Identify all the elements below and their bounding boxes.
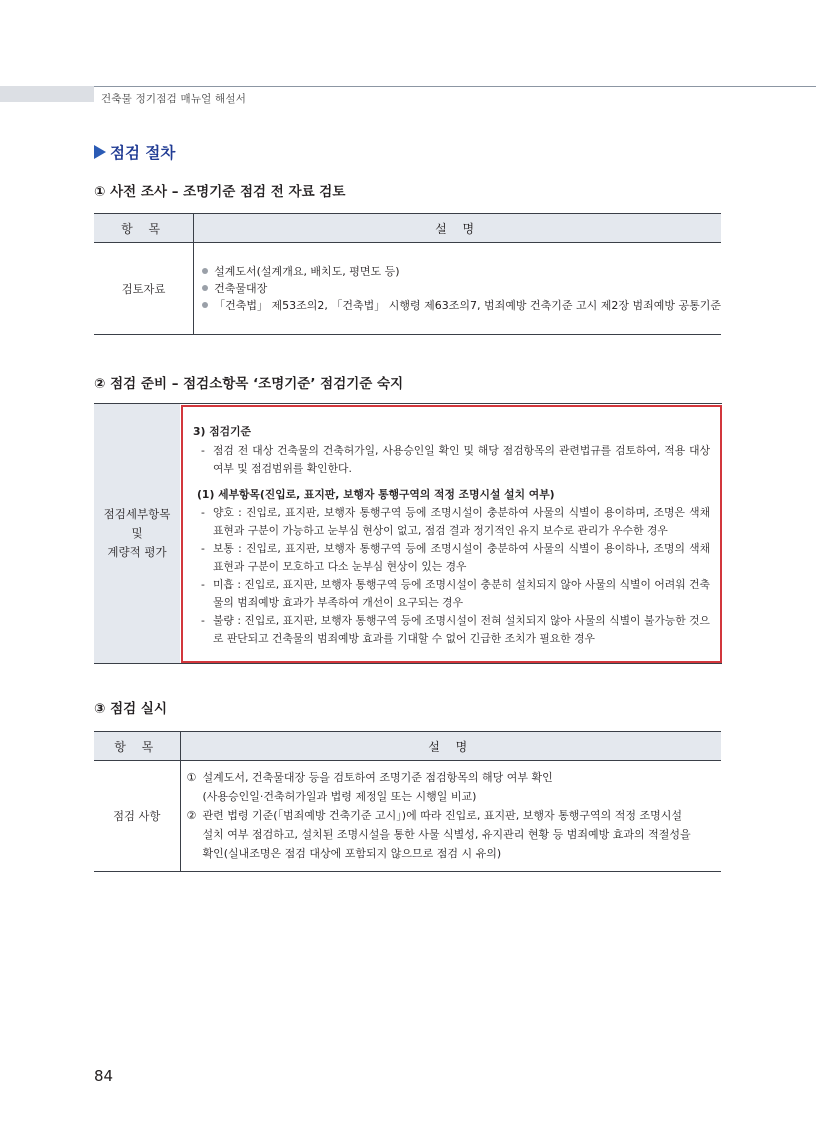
running-title: 건축물 정기점검 매뉴얼 해설서 (101, 93, 247, 105)
header-rule (94, 86, 816, 87)
criteria-text: - 점검 전 대상 건축물의 건축허가일, 사용승인일 확인 및 해당 점검항목의 관련법규를 검토하여, 적용 대상 여부 및 점검범위를 확인한다. (201, 444, 710, 475)
table-header-row (94, 732, 721, 761)
grade-normal: - 보통 : 진입로, 표지판, 보행자 통행구역 등에 조명시설이 충분하여 사물의 식별이 용이하나, 조명의 색채 표현과 구분이 모호하고 다소 눈부심 현상이 있는 경우 (201, 542, 710, 573)
inspection-item-2: ② 관련 법령 기준(「범죄예방 건축기준 고시」)에 따라 진입로, 표지판, 보행자 통행구역의 적정 조명시설 설치 여부 점검하고, 설치된 조명시설을 통한 사물 식별성, 유지관리 현황 등 범죄예방 효과의 적절성을 확인(실내조명은 점검 대상에 포함되지 않으므로 점검 시 유의) (186, 809, 691, 860)
page-number: 84 (94, 1067, 114, 1085)
review-materials-table (94, 213, 721, 335)
inspection-item-1: ① 설계도서, 건축물대장 등을 검토하여 조명기준 점검항목의 해당 여부 확인 (사용승인일·건축허가일과 법령 제정일 또는 시행일 비교) (186, 771, 553, 803)
row-label: 점검 사항 (94, 761, 180, 872)
triangle-bullet-icon (94, 145, 106, 159)
inspection-table (94, 731, 721, 872)
table-row (94, 761, 721, 872)
criteria-table (94, 403, 722, 664)
step2-heading: ② 점검 준비 – 점검소항목 ‘조명기준’ 점검기준 숙지 (94, 376, 404, 392)
list-item: 설계도서(설계개요, 배치도, 평면도 등) (202, 263, 721, 280)
sub-item-title: (1) 세부항목(진입로, 표지판, 보행자 통행구역의 적정 조명시설 설치 여부) (197, 488, 555, 501)
col-header-item: 항 목 (94, 214, 194, 243)
bullet-dot-icon (202, 302, 208, 308)
step1-heading: ① 사전 조사 – 조명기준 점검 전 자료 검토 (94, 184, 346, 200)
grade-bad: - 불량 : 진입로, 표지판, 보행자 통행구역 등에 조명시설이 전혀 설치되지 않아 사물의 식별이 불가능한 것으로 판단되고 건축물의 범죄예방 효과를 기대할 수 없어 긴급한 조치가 필요한 경우 (201, 614, 710, 645)
row-desc (180, 761, 721, 872)
list-item: 건축물대장 (202, 280, 721, 297)
header-accent-block (0, 86, 94, 102)
grade-good: - 양호 : 진입로, 표지판, 보행자 통행구역 등에 조명시설이 충분하여 사물의 식별이 용이하며, 조명은 색채 표현과 구분이 가능하고 눈부심 현상이 없고, 점검 결과 정기적인 유지 보수로 관리가 우수한 경우 (201, 506, 710, 537)
col-header-desc: 설 명 (180, 732, 721, 761)
table-header-row (94, 214, 721, 243)
table-row (94, 243, 721, 335)
row-label: 검토자료 (94, 243, 194, 335)
bullet-dot-icon (202, 285, 208, 291)
col-header-desc: 설 명 (194, 214, 721, 243)
material-list (194, 257, 721, 320)
grade-poor: - 미흡 : 진입로, 표지판, 보행자 통행구역 등에 조명시설이 충분히 설치되지 않아 사물의 식별이 어려워 건축물의 범죄예방 효과가 부족하여 개선이 요구되는 경우 (201, 578, 710, 609)
row-desc (194, 243, 721, 335)
col-header-item: 항 목 (94, 732, 180, 761)
section-title-text: 점검 절차 (110, 144, 176, 162)
bullet-dot-icon (202, 268, 208, 274)
section-title (94, 141, 175, 163)
criteria-row-label: 점검세부항목 및 계량적 평가 (94, 404, 180, 663)
criteria-title: 3) 점검기준 (193, 425, 251, 438)
list-item: 「건축법」 제53조의2, 「건축법」 시행령 제63조의7, 범죄예방 건축기준 고시 제2장 범죄예방 공통기준 (202, 297, 721, 314)
step3-heading: ③ 점검 실시 (94, 701, 167, 717)
highlighted-criteria-box (181, 405, 722, 663)
